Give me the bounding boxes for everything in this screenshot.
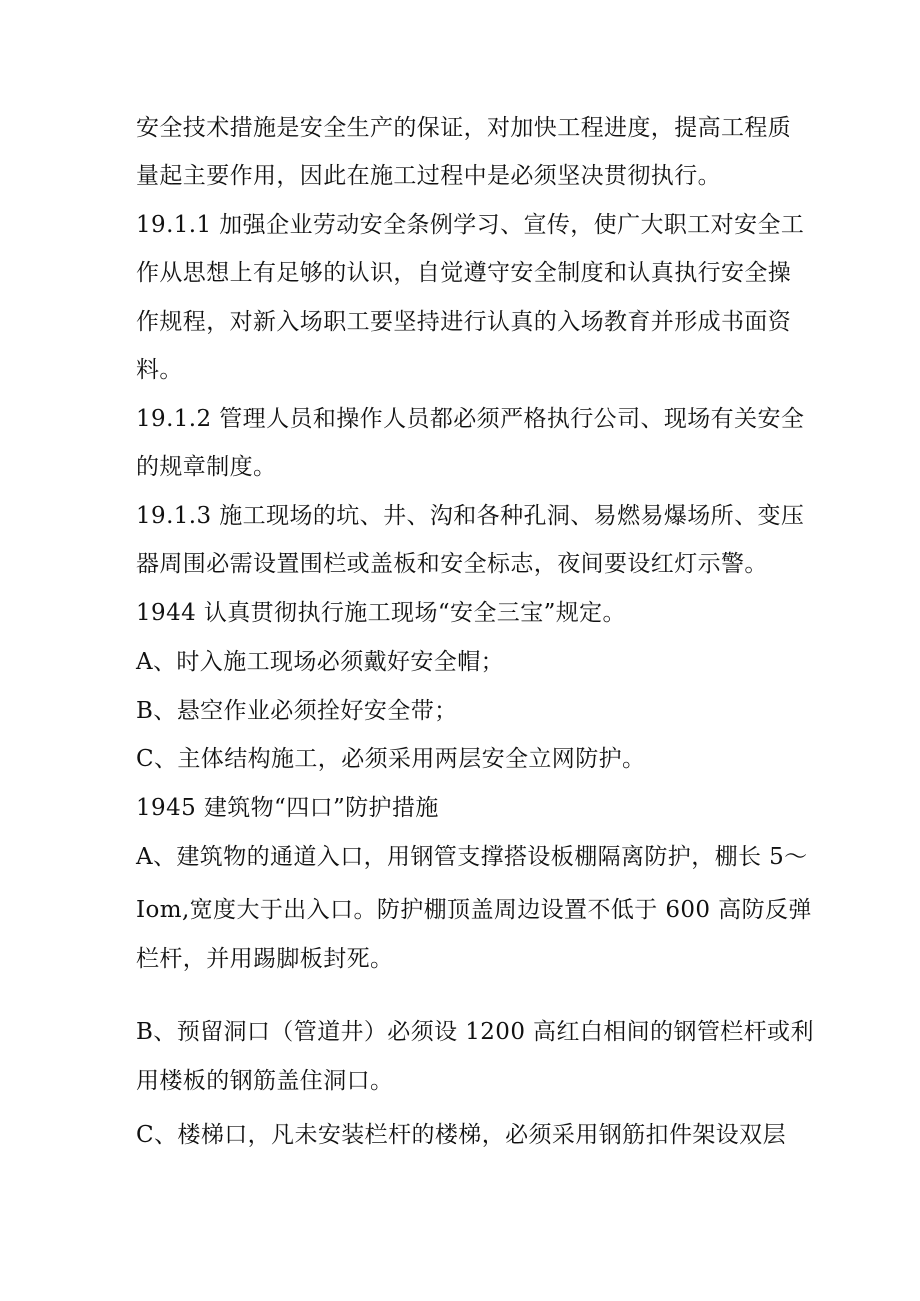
text-line-2: 量起主要作用，因此在施工过程中是必须坚决贯彻执行。 — [136, 163, 721, 189]
text-line-10: 器周围必需设置围栏或盖板和安全标志，夜间要设红灯示警。 — [136, 551, 768, 577]
text-line-21: C、楼梯口，凡未安装栏杆的楼梯，必须采用钢筋扣件架设双层 — [136, 1122, 786, 1148]
text-line-19: B、预留洞口（管道井）必须设 1200 高红白相间的钢管栏杆或利 — [136, 1019, 814, 1045]
text-line-4: 作从思想上有足够的认识，自觉遵守安全制度和认真执行安全操 — [136, 260, 792, 286]
text-line-9: 19.1.3 施工现场的坑、井、沟和各种孔洞、易燃易爆场所、变压 — [136, 503, 805, 529]
text-line-14: C、主体结构施工，必须采用两层安全立网防护。 — [136, 746, 646, 772]
text-line-6: 料。 — [136, 357, 183, 383]
text-line-17: Iom,宽度大于出入口。防护棚顶盖周边设置不低于 600 高防反弹 — [136, 897, 812, 923]
text-line-12: A、时入施工现场必须戴好安全帽； — [136, 649, 505, 675]
text-line-20: 用楼板的钢筋盖住洞口。 — [136, 1068, 394, 1094]
text-line-18: 栏杆，并用踢脚板封死。 — [136, 946, 394, 972]
text-line-15: 1945 建筑物“四口”防护措施 — [136, 795, 439, 821]
text-line-11: 1944 认真贯彻执行施工现场“安全三宝”规定。 — [136, 600, 626, 626]
text-line-8: 的规章制度。 — [136, 454, 277, 480]
text-line-3: 19.1.1 加强企业劳动安全条例学习、宣传，使广大职工对安全工 — [136, 212, 805, 238]
text-line-13: B、悬空作业必须拴好安全带； — [136, 698, 458, 724]
text-line-5: 作规程，对新入场职工要坚持进行认真的入场教育并形成书面资 — [136, 309, 792, 335]
text-line-16: A、建筑物的通道入口，用钢管支撑搭设板棚隔离防护，棚长 5～ — [136, 844, 808, 870]
text-line-1: 安全技术措施是安全生产的保证，对加快工程进度，提高工程质 — [136, 115, 792, 141]
text-line-7: 19.1.2 管理人员和操作人员都必须严格执行公司、现场有关安全 — [136, 406, 805, 432]
